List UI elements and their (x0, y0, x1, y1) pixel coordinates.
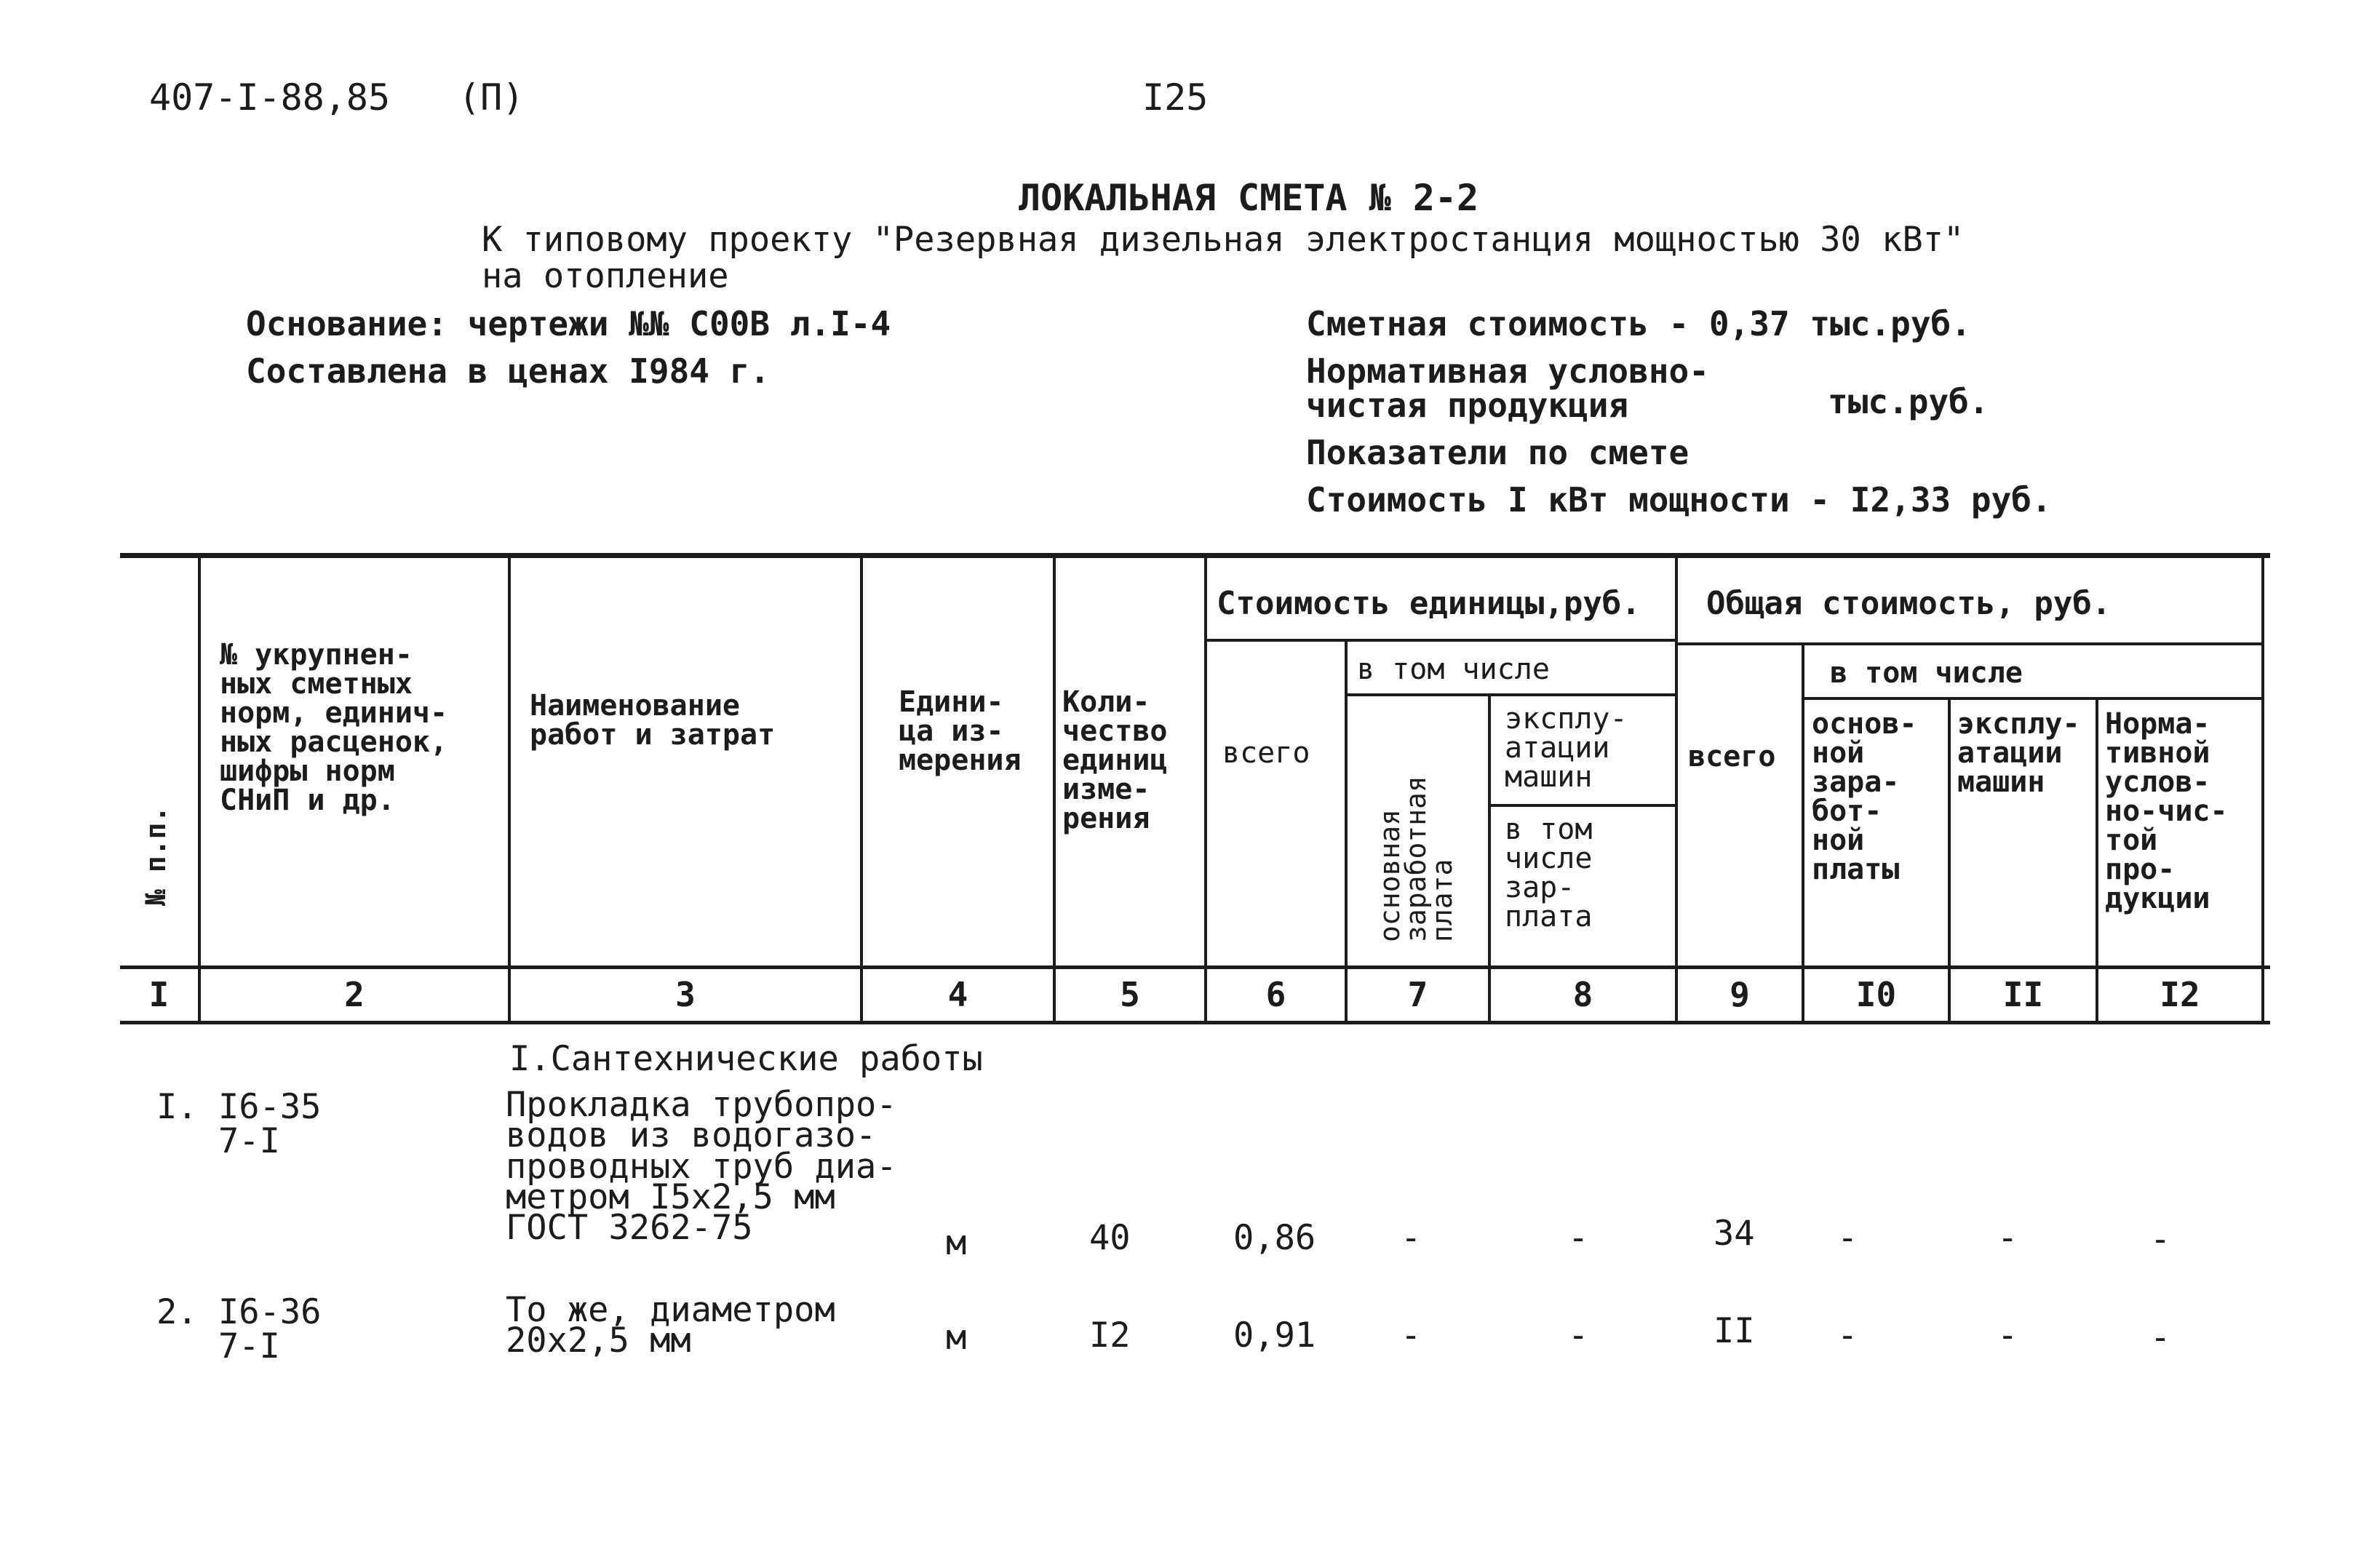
row-col12: - (2150, 1219, 2171, 1259)
col-number: 8 (1572, 975, 1593, 1014)
col-number: 2 (344, 975, 365, 1014)
row-col8: - (1568, 1218, 1589, 1258)
header-col2: № укрупнен- ных сметных норм, единич- ных расценок, шифры норм СНиП и др. (220, 638, 448, 817)
header-unit-cost-group: Стоимость единицы,руб. (1217, 585, 1641, 622)
sub-rule (1802, 697, 2261, 700)
row-code: I6-35 7-I (218, 1087, 322, 1161)
col-divider (1948, 698, 1951, 1022)
col-divider (1345, 640, 1348, 1022)
col-number: 3 (675, 975, 696, 1014)
col-divider (508, 556, 511, 1022)
estimate-subtitle: К типовому проекту "Резервная дизельная электростанция мощностью 30 кВт" (482, 220, 1965, 260)
col-number: 4 (947, 975, 968, 1014)
header-incl-unit: в том числе (1357, 653, 1550, 686)
header-col1: № п.п. (140, 805, 172, 906)
header-col7: основная заработная плата (1374, 776, 1459, 942)
col-number: 9 (1730, 975, 1750, 1014)
estimate-subtitle-2: на отопление (482, 256, 729, 296)
row-price: 0,91 (1233, 1315, 1316, 1355)
header-col8b: в том числе зар- плата (1505, 813, 1593, 933)
table-right-edge (2261, 556, 2264, 1022)
row-unit: м (946, 1223, 967, 1263)
sub-rule (1675, 642, 2261, 645)
row-qty: I2 (1089, 1315, 1131, 1355)
sub-rule (1345, 693, 1675, 696)
row-col10: - (1837, 1218, 1858, 1258)
row-qty: 40 (1089, 1218, 1131, 1258)
col-divider (860, 556, 863, 1022)
row-col7: - (1401, 1218, 1422, 1258)
header-col5: Коли- чество единиц изме- рения (1062, 685, 1168, 835)
estimate-title: ЛОКАЛЬНАЯ СМЕТА № 2-2 (1019, 177, 1479, 219)
col-divider (198, 556, 201, 1022)
col-number: I0 (1855, 975, 1897, 1014)
row-price: 0,86 (1233, 1218, 1316, 1258)
header-incl-total: в том числе (1830, 656, 2023, 690)
section-title: I.Сантехнические работы (509, 1039, 983, 1079)
col-number: 7 (1407, 975, 1428, 1014)
norm-unit: тыс.руб. (1828, 382, 1989, 421)
estimated-cost: Сметная стоимость - 0,37 тыс.руб. (1306, 304, 1971, 343)
row-col11: - (1997, 1315, 2018, 1355)
header-col6: всего (1222, 736, 1310, 770)
indicators-label: Показатели по смете (1306, 433, 1690, 472)
col-number: I2 (2160, 975, 2200, 1014)
header-col4: Едини- ца из- мерения (899, 685, 1022, 777)
row-col7: - (1401, 1315, 1422, 1355)
header-col10: основ- ной зара- бот- ной платы (1812, 707, 1917, 886)
unit-power-cost: Стоимость I кВт мощности - I2,33 руб. (1306, 480, 2052, 519)
page-number: I25 (1142, 76, 1209, 119)
row-col8: - (1568, 1315, 1589, 1355)
col-number: 5 (1120, 975, 1140, 1014)
row-col11: - (1997, 1218, 2018, 1258)
document-code: 407-I-88,85 (149, 76, 391, 119)
header-col12: Норма- тивной услов- но-чис- той про- дукции (2105, 707, 2228, 915)
col-number: I (148, 975, 170, 1014)
col-number: 6 (1265, 975, 1286, 1014)
table-top-rule (120, 553, 2270, 558)
col-divider (1802, 644, 1804, 1022)
col-number: II (2002, 975, 2044, 1014)
norm-label: Нормативная условно- (1306, 351, 1709, 391)
row-col12: - (2150, 1318, 2171, 1358)
sub-rule (1204, 639, 1675, 642)
col-divider (1053, 556, 1056, 1022)
col-divider (1204, 556, 1207, 1022)
row-name: То же, диаметром 20x2,5 мм (506, 1290, 835, 1361)
basis-line: Основание: чертежи №№ С00В л.I-4 (246, 304, 891, 343)
row-col10: - (1837, 1315, 1858, 1355)
norm-label-2: чистая продукция (1306, 386, 1629, 425)
col-divider (1488, 695, 1491, 1022)
row-total: 34 (1714, 1214, 1755, 1254)
header-col11: эксплу- атации машин (1957, 707, 2080, 799)
row-unit: м (946, 1318, 967, 1358)
sub-rule (1488, 804, 1675, 807)
row-total: II (1714, 1311, 1755, 1351)
row-number: 2. (156, 1292, 198, 1332)
col-divider (1675, 556, 1678, 1022)
row-name: Прокладка трубопро- водов из водогазо- проводных труб диа- метром I5x2,5 мм ГОСТ 3262-75 (506, 1085, 897, 1249)
row-code: I6-36 7-I (218, 1292, 322, 1366)
header-col9: всего (1688, 740, 1776, 773)
header-col3: Наименование работ и затрат (530, 689, 776, 752)
col-divider (2096, 698, 2098, 1022)
prices-line: Составлена в ценах I984 г. (246, 351, 771, 391)
header-col8a: эксплу- атации машин (1505, 702, 1628, 794)
header-total-cost-group: Общая стоимость, руб. (1706, 585, 2112, 622)
row-number: I. (156, 1087, 198, 1127)
document-mark: (П) (458, 76, 525, 119)
